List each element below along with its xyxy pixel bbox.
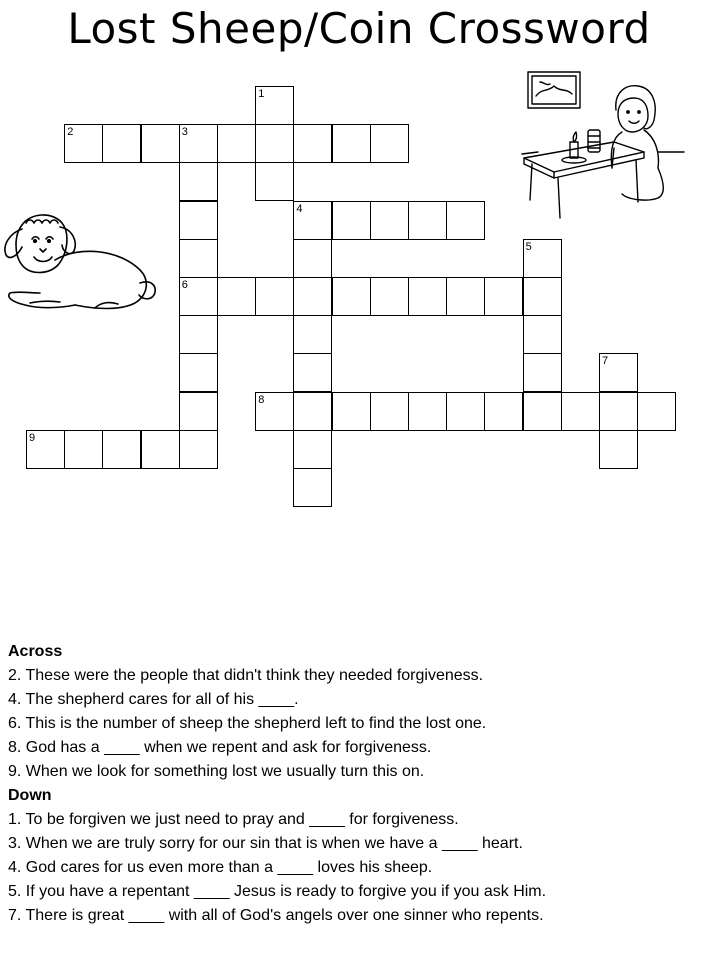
crossword-cell: [179, 392, 218, 431]
crossword-cell: [370, 277, 409, 316]
crossword-cell: [179, 124, 218, 163]
crossword-cell: [599, 430, 638, 469]
crossword-cell: [64, 124, 103, 163]
crossword-cell: [255, 86, 294, 125]
crossword-cell: [332, 277, 371, 316]
crossword-cell: [446, 201, 485, 240]
crossword-cell: [561, 392, 600, 431]
clue-number: 9: [29, 431, 36, 444]
crossword-cell: [293, 315, 332, 354]
crossword-cell: [523, 353, 562, 392]
crossword-cell: [370, 392, 409, 431]
down-clue-5: 5. If you have a repentant ____ Jesus is ready to forgive you if you ask Him.: [8, 883, 547, 900]
crossword-cell: [637, 392, 676, 431]
crossword-cell: [293, 392, 332, 431]
crossword-cell: [599, 392, 638, 431]
crossword-cell: [484, 392, 523, 431]
crossword-cell: [179, 239, 218, 278]
crossword-cell: [255, 124, 294, 163]
crossword-cell: [293, 239, 332, 278]
crossword-cell: [102, 430, 141, 469]
crossword-cell: [523, 239, 562, 278]
crossword-cell: [102, 124, 141, 163]
crossword-cell: [179, 201, 218, 240]
down-clue-7: 7. There is great ____ with all of God's angels over one sinner who repents.: [8, 907, 544, 924]
clues-section: [8, 640, 713, 928]
clue-number: 8: [258, 393, 265, 406]
clue-number: 1: [258, 88, 265, 100]
crossword-cell: [179, 315, 218, 354]
across-clue-9: 9. When we look for something lost we usually turn this on.: [8, 763, 425, 780]
crossword-cell: [446, 392, 485, 431]
woman-at-table-drawing: [518, 68, 688, 238]
across-clue-8: 8. God has a ____ when we repent and ask for forgiveness.: [8, 739, 432, 756]
crossword-cell: [523, 277, 562, 316]
clue-number: 6: [181, 279, 188, 291]
crossword-cell: [179, 277, 218, 316]
clue-number: 4: [296, 202, 303, 215]
crossword-cell: [217, 277, 256, 316]
clue-number: 3: [181, 126, 188, 139]
crossword-cell: [255, 277, 294, 316]
crossword-cell: [408, 392, 447, 431]
down-heading: Down: [8, 787, 52, 804]
crossword-cell: [523, 392, 562, 431]
crossword-cell: [293, 430, 332, 469]
across-clue-2: 2. These were the people that didn't think they needed forgiveness.: [8, 667, 484, 684]
crossword-cell: [64, 430, 103, 469]
crossword-cell: [484, 277, 523, 316]
crossword-cell: [141, 430, 180, 469]
crossword-cell: [332, 201, 371, 240]
clue-number: 7: [602, 355, 609, 368]
crossword-cell: [293, 277, 332, 316]
crossword-cell: [370, 124, 409, 163]
crossword-cell: [599, 353, 638, 392]
crossword-cell: [179, 353, 218, 392]
crossword-cell: [293, 201, 332, 240]
sheep-drawing: [0, 205, 160, 345]
across-clue-4: 4. The shepherd cares for all of his ____.: [8, 691, 299, 708]
down-clue-1: 1. To be forgiven we just need to pray and ____ for forgiveness.: [8, 811, 459, 828]
crossword-cell: [523, 315, 562, 354]
across-clue-6: 6. This is the number of sheep the shepherd left to find the lost one.: [8, 715, 487, 732]
crossword-cell: [26, 430, 65, 469]
clue-number: 5: [525, 240, 532, 253]
crossword-cell: [446, 277, 485, 316]
crossword-cell: [293, 124, 332, 163]
crossword-cell: [332, 392, 371, 431]
clue-number: 2: [67, 126, 74, 139]
crossword-cell: [408, 277, 447, 316]
crossword-cell: [255, 162, 294, 201]
crossword-cell: [179, 430, 218, 469]
crossword-cell: [293, 468, 332, 507]
crossword-cell: [370, 201, 409, 240]
page-title: Lost Sheep/Coin Crossword: [67, 4, 651, 53]
crossword-cell: [332, 124, 371, 163]
crossword-cell: [179, 162, 218, 201]
crossword-cell: [293, 353, 332, 392]
down-clue-3: 3. When we are truly sorry for our sin that is when we have a ____ heart.: [8, 835, 523, 852]
crossword-cell: [141, 124, 180, 163]
crossword-cell: [255, 392, 294, 431]
crossword-cell: [408, 201, 447, 240]
across-heading: Across: [8, 643, 63, 660]
down-clue-4: 4. God cares for us even more than a ____ loves his sheep.: [8, 859, 433, 876]
crossword-cell: [217, 124, 256, 163]
